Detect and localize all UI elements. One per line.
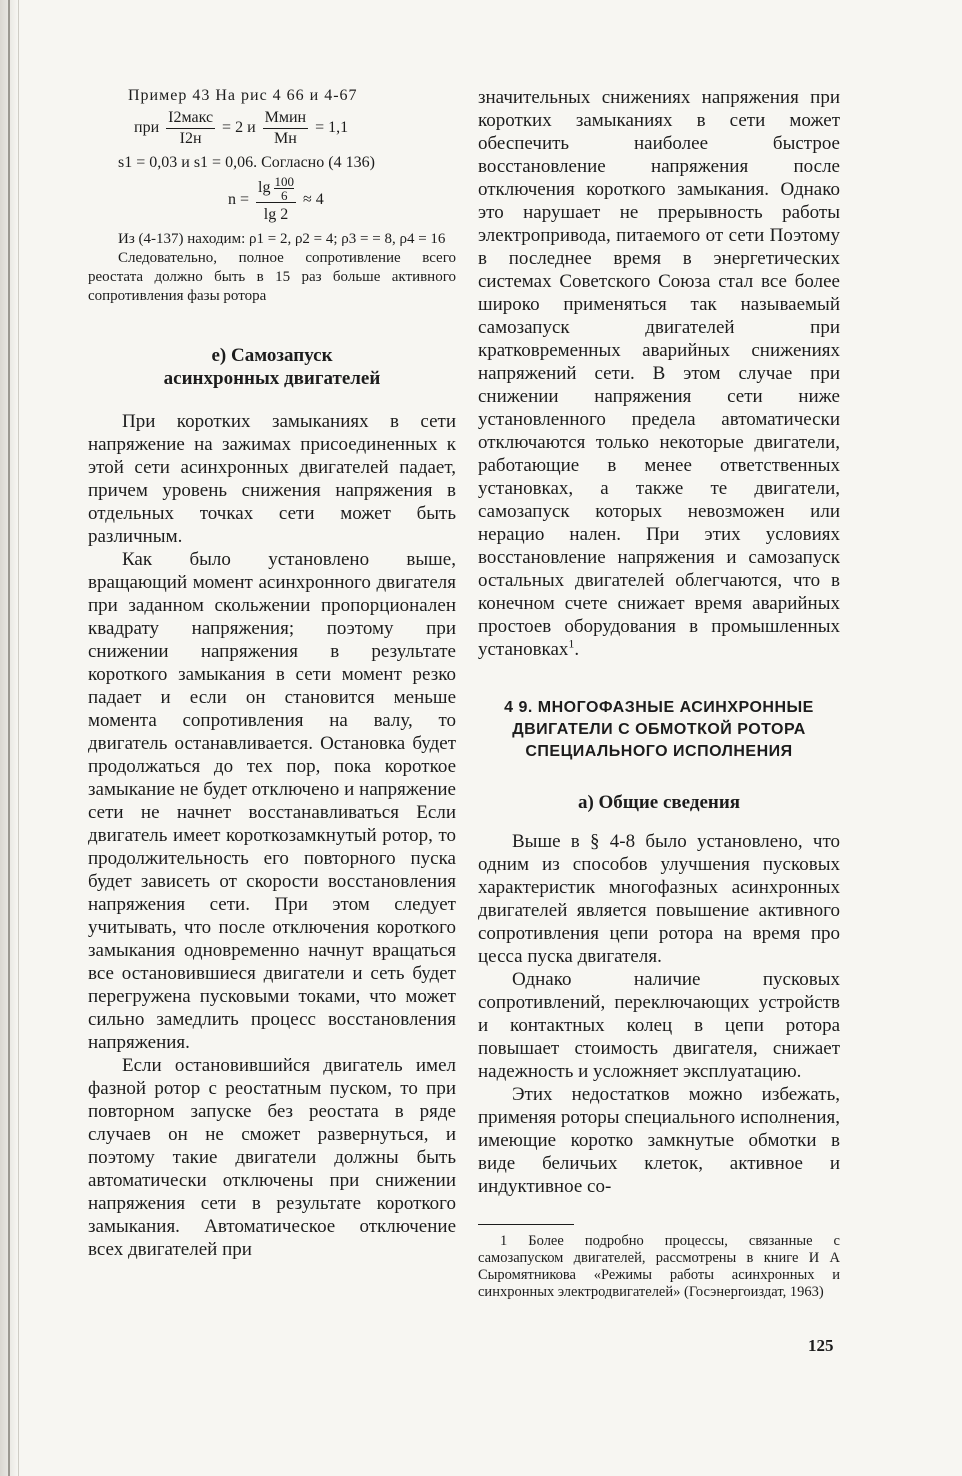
paragraph: Однако наличие пусковых сопротивлений, переключающих устройств и контактных колец в цепи ротора повышает стоимость двигателя, снижает надежность и усложняет эксплуатацию.: [478, 969, 840, 1082]
n-denominator: lg 2: [263, 206, 289, 223]
slip-values-line: s1 = 0,03 и s1 = 0,06. Согласно (4 136): [118, 154, 375, 171]
footnote-reference: 1: [568, 636, 575, 651]
moment-ratio: [263, 108, 308, 149]
paragraph-continued: значительных снижениях напряжения при коротких замыканиях в сети может обеспечить наиболее быстрое восстановление напряжения после отключения короткого замыкания. Однако это нарушает не прерывность работы электропривода, питаемого от сети Поэтому в последнее время в энергетических системах Советского Союза стал все более широко применяться так называемый самозапуск двигателей при кратковременных аварийных снижениях напряжений сети. В этом случае при снижении напряжения сети ниже установленного предела автоматически отключаются только некоторые двигатели, работающие в менее ответственных установках, а также те двигатели, самозапуск которых невозможен или нерацио нален. При этих условиях восстановление напряжения и самозапуск остальных двигателей облегчаются, что в конечном счете снижает время аварийных простоев оборудования в промышленных установках$^1$.: [478, 87, 840, 660]
current-ratio-numerator: I2макс: [166, 108, 215, 129]
subsection-e-title-line2: асинхронных двигателей: [163, 368, 381, 389]
paragraph: Если остановившийся двигатель имел фазной ротор с реостатным пуском, то при повторном запуске без реостата в ряде случаев он не сможет развернуться, и поэтому такие двигатели должны быть автоматически отключены при снижении напряжения сети в результате короткого замыкания. Автоматическое отключение всех двигателей при: [88, 1055, 456, 1260]
subsection-e-title-line1: е) Самозапуск: [211, 345, 333, 366]
spine-edge-line: [8, 0, 10, 1476]
footnote-divider: [478, 1224, 574, 1225]
section-49-title-line3: СПЕЦИАЛЬНОГО ИСПОЛНЕНИЯ: [525, 743, 793, 760]
subsection-e-title: [88, 344, 456, 390]
formula-eq2: = 1,1: [315, 119, 349, 137]
lg-argument-numerator: 100: [274, 174, 294, 189]
section-49-title-line2: ДВИГАТЕЛИ С ОБМОТКОЙ РОТОРА: [512, 721, 806, 738]
moment-ratio-denominator: Mн: [273, 130, 297, 147]
left-column: [88, 86, 456, 1261]
section-49-title-line1: 4 9. МНОГОФАЗНЫЕ АСИНХРОННЫЕ: [504, 699, 814, 716]
paragraph: Выше в § 4-8 было установлено, что одним из способов улучшения пусковых характеристик многофазных асинхронных двигателей является повышение активного сопротивления цепи ротора на время про цесса пуска двигателя.: [478, 831, 840, 967]
paragraph-continued-text: значительных снижениях напряжения при коротких замыканиях в сети может обеспечить наиболее быстрое восстановление напряжения после отключения короткого замыкания. Однако это нарушает не прерывность работы электропривода, питаемого от сети Поэтому в последнее время в энергетических системах Советского Союза стал все более широко применяться так называемый самозапуск двигателей при кратковременных аварийных снижениях напряжений сети. В этом случае при снижении напряжения сети ниже установленного предела автоматически отключаются только некоторые двигатели, работающие в менее ответственных установках, а также те двигатели, самозапуск которых невозможен или нерацио нален. При этих условиях восстановление напряжения и самозапуск остальных двигателей облегчаются, что в конечном счете снижает время аварийных простоев оборудования в промышленных установках: [478, 87, 840, 660]
ratio-formula: [134, 108, 456, 149]
footnote: 1 Более подробно процессы, связанные с самозапуском двигателей, рассмотрены в книге И А Сыромятникова «Режимы работы асинхронных и синхронных электродвигателей» (Госэнергоиздат, 1963): [478, 1233, 840, 1300]
subsection-a-title: а) Общие сведения: [577, 792, 741, 813]
n-rhs: ≈ 4: [302, 191, 324, 209]
n-formula: [228, 175, 456, 226]
moment-ratio-numerator: Mмин: [263, 108, 308, 129]
n-lhs: n =: [228, 191, 250, 209]
page-number: 125: [808, 1336, 834, 1355]
paragraph: При коротких замыканиях в сети напряжение на зажимах присоединенных к этой сети асинхронных двигателей падает, причем уровень снижения напряжения в отдельных точках сети может быть различным.: [88, 411, 456, 547]
lg-label: lg: [258, 179, 271, 197]
rho-values: Из (4-137) находим: ρ1 = 2, ρ2 = 4; ρ3 = = 8, ρ4 = 16: [118, 231, 446, 247]
formula-pri: при: [134, 119, 160, 137]
lg-argument-fraction: [274, 175, 294, 202]
n-numerator: [256, 175, 296, 203]
current-ratio-denominator: I2н: [179, 130, 202, 147]
formula-eq1: = 2 и: [222, 119, 256, 137]
current-ratio: [166, 108, 215, 149]
right-column: [478, 86, 840, 1301]
lg-argument-denominator: 6: [280, 188, 288, 203]
example-conclusion: Следовательно, полное сопротивление всего реостата должно быть в 15 раз больше активного сопротивления фазы ротора: [88, 250, 456, 304]
n-fraction: [256, 175, 296, 226]
paragraph: Как было установлено выше, вращающий момент асинхронного двигателя при заданном скольжении пропорционален квадрату напряжения; поэтому при снижении напряжения в результате короткого замыкания в сети момент резко падает и если он становится меньше момента сопротивления на валу, то двигатель останавливается. Остановка будет продолжаться до тех пор, пока короткое замыкание не будет отключено и напряжение сети не начнет восстанавливаться Если двигатель имеет короткозамкнутый ротор, то продолжительность его повторного пуска будет зависеть от скорости восстановления напряжения сети. При этом следует учитывать, что после отключения короткого замыкания одновременно начнут вращаться все остановившиеся двигатели и сеть будет перегружена пусковыми токами, что может сильно замедлить процесс восстановления напряжения.: [88, 549, 456, 1053]
section-49-title: [478, 697, 840, 763]
paragraph: Этих недостатков можно избежать, применяя роторы специального исполнения, имеющие коротко замкнутые обмотки в виде беличьих клеток, активное и индуктивное со-: [478, 1084, 840, 1197]
example-heading: Пример 43 На рис 4 66 и 4-67: [128, 87, 358, 104]
